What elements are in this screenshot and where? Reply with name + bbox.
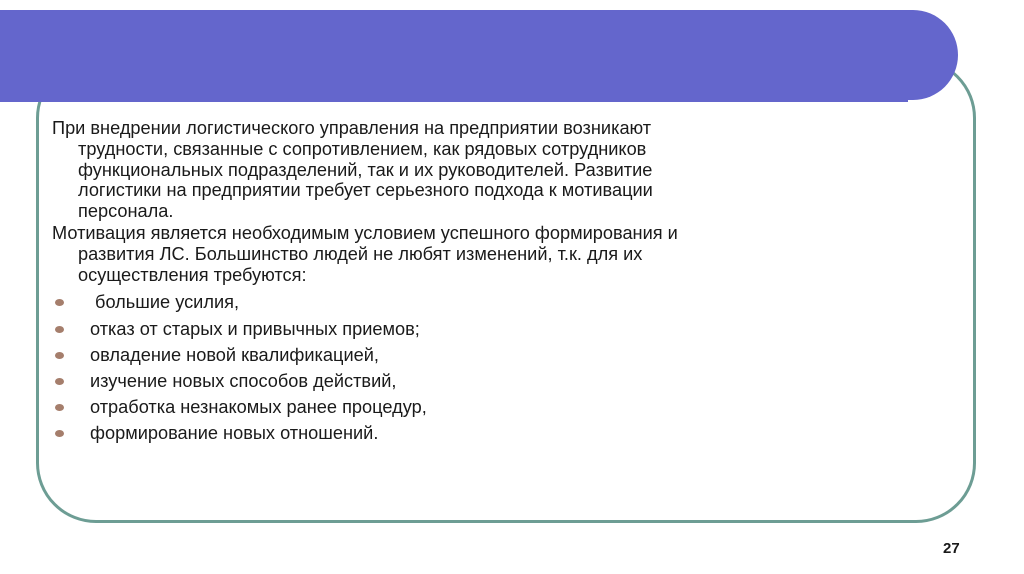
paragraph-2 [52,223,962,285]
bullet-icon [55,326,64,333]
title-banner [0,10,958,100]
paragraph-line: функциональных подразделений, так и их руководителей. Развитие [78,159,653,180]
slide-body [52,118,962,447]
banner-underline [0,100,908,102]
paragraph-line: персонала. [78,201,174,222]
paragraph-line: При внедрении логистического управления на предприятии возникают [52,118,652,138]
list-item-text: отказ от старых и привычных приемов; [90,318,420,339]
page-number: 27 [943,540,960,557]
paragraph-line: развития ЛС. Большинство людей не любят изменений, т.к. для их [78,243,643,264]
list-item-text: овладение новой квалификацией, [90,344,379,365]
list-item [52,420,962,446]
list-item [52,316,962,342]
paragraph-line: осуществления требуются: [78,264,307,285]
list-item-text: изучение новых способов действий, [90,370,397,391]
list-item-text: отработка незнакомых ранее процедур, [90,397,427,418]
list-item-text: большие усилия, [90,292,240,313]
list-item [52,394,962,420]
list-item [52,368,962,394]
list-item [52,289,962,315]
bullet-icon [55,404,64,411]
bullet-icon [55,299,64,306]
list-item [52,342,962,368]
paragraph-line: логистики на предприятии требует серьезного подхода к мотивации [78,180,653,201]
bullet-icon [55,378,64,385]
bullet-icon [55,430,64,437]
bullet-icon [55,352,64,359]
paragraph-line: Мотивация является необходимым условием успешного формирования и [52,222,678,243]
paragraph-line: трудности, связанные с сопротивлением, как рядовых сотрудников [78,138,647,159]
bullet-list [52,289,962,446]
list-item-text: формирование новых отношений. [90,423,379,444]
paragraph-1 [52,118,962,222]
